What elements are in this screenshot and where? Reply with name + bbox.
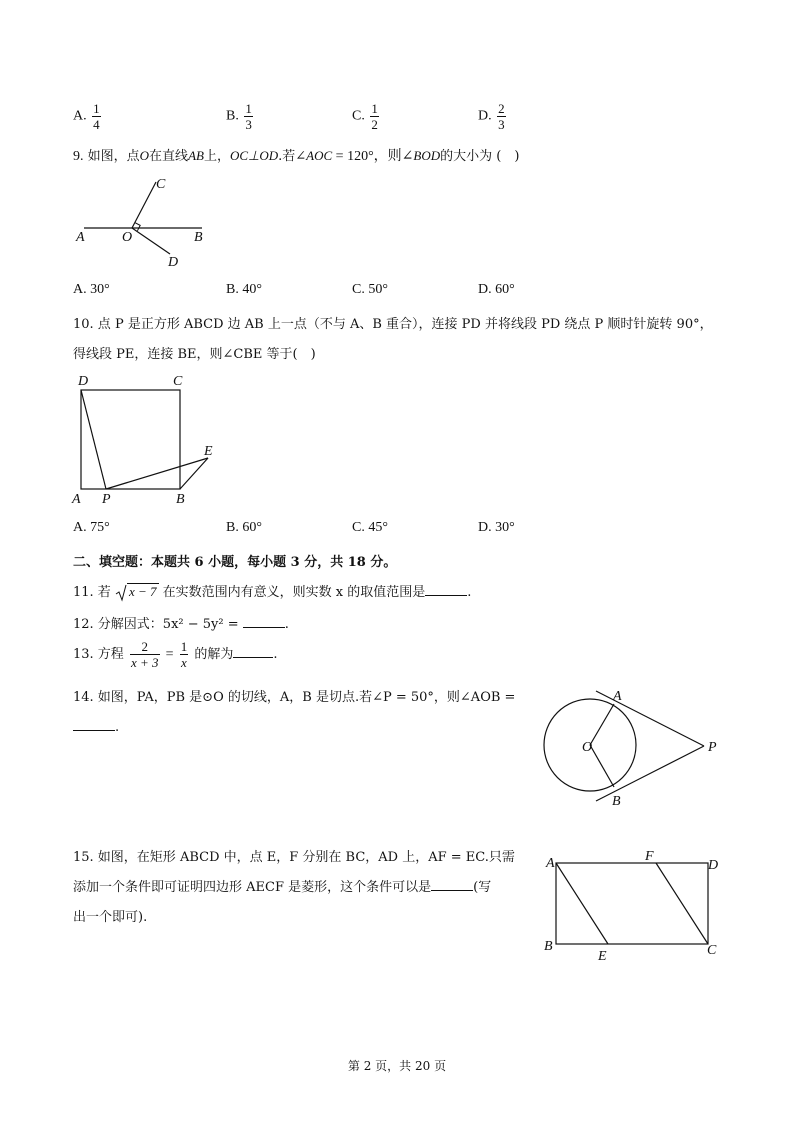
label-c: C [707, 943, 717, 958]
q12 [73, 613, 289, 632]
fraction [244, 102, 253, 131]
sqrt-expression [115, 584, 159, 600]
math-var: BOD [413, 148, 441, 163]
text: 的解为 [194, 647, 234, 662]
text: . [115, 720, 120, 735]
numerator: 1 [371, 101, 378, 116]
text: . [273, 647, 278, 662]
text: 添加一个条件即可证明四边形 AECF 是菱形，这个条件可以是 [73, 880, 432, 895]
ray-oc [132, 182, 156, 228]
radius-oa [590, 704, 614, 745]
label-b: B [544, 939, 553, 954]
answer-blank[interactable] [243, 615, 285, 628]
label-a: A [613, 689, 622, 704]
text: . [284, 617, 289, 632]
q15-figure [538, 845, 728, 965]
q14-stem-line1: 14. 如图，PA，PB 是⊙O 的切线，A，B 是切点.若∠P = 50°，则∠AOB = [73, 690, 516, 705]
square-abcd [81, 390, 180, 489]
fraction [92, 102, 101, 131]
text: 上， [203, 149, 230, 164]
text: 13. 方程 [73, 647, 124, 662]
label-d: D [708, 858, 719, 873]
math-expr: = 120°，则∠ [332, 149, 414, 164]
denominator: 3 [245, 117, 252, 132]
denominator: 4 [93, 117, 100, 132]
label-a: A [72, 492, 81, 507]
label-c: C [173, 374, 183, 389]
numerator: 2 [498, 101, 505, 116]
question-number: 9. [73, 149, 84, 164]
q10-option-a: A. 75° [73, 520, 110, 535]
label-d: D [78, 374, 89, 389]
q10-option-d: D. 30° [478, 520, 515, 535]
label-a: A [546, 856, 555, 871]
option-letter: D. [478, 108, 492, 124]
segment-ae [556, 863, 608, 944]
fraction [180, 640, 189, 669]
text: 在实数范围内有意义，则实数 x 的取值范围是 [162, 585, 426, 600]
numerator: 1 [180, 639, 188, 654]
equals-sign: = [165, 647, 174, 662]
radius-ob [590, 745, 614, 787]
label-a: A [76, 230, 85, 245]
q8-option-c [352, 102, 381, 131]
q9-stem [73, 145, 519, 165]
ray-od [132, 228, 170, 254]
right-angle-mark [135, 223, 140, 231]
label-f: F [645, 849, 654, 864]
text: 的大小为 ( ) [440, 149, 520, 164]
math-expr: OC⊥OD [229, 148, 279, 163]
label-d: D [168, 255, 179, 270]
tangent-pb [596, 746, 704, 801]
denominator: x + 3 [130, 655, 159, 670]
q11 [73, 581, 471, 600]
fraction [130, 640, 160, 669]
math-var: AB [188, 148, 204, 163]
q9-option-c: C. 50° [352, 282, 388, 297]
answer-blank[interactable] [73, 718, 115, 731]
answer-blank[interactable] [233, 645, 273, 658]
denominator: 2 [371, 117, 378, 132]
q10-stem-line1: 10. 点 P 是正方形 ABCD 边 AB 上一点（不与 A、B 重合），连接 PD 并将线段 PD 绕点 P 顺时针旋转 90°， [73, 317, 713, 332]
q15-stem-line1: 15. 如图，在矩形 ABCD 中，点 E，F 分别在 BC，AD 上，AF = EC.只需 [73, 850, 515, 865]
answer-blank[interactable] [425, 583, 467, 596]
page-footer: 第 2 页，共 20 页 [347, 1059, 447, 1073]
math-var: AOC [306, 148, 333, 163]
label-c: C [156, 177, 166, 192]
q8-option-b [226, 102, 255, 131]
label-e: E [598, 949, 607, 964]
text: 在直线 [149, 149, 189, 164]
q15-stem-line2 [73, 876, 491, 895]
q10-figure [70, 370, 230, 510]
q13 [73, 640, 277, 669]
rectangle-abcd [556, 863, 708, 944]
q10-option-b: B. 60° [226, 520, 262, 535]
label-o: O [582, 740, 593, 755]
label-o: O [122, 230, 133, 245]
section-heading: 二、填空题：本题共 6 小题，每小题 3 分，共 18 分。 [73, 555, 397, 570]
fraction [370, 102, 379, 131]
radical-sign [115, 584, 127, 602]
radicand: x − 7 [128, 584, 157, 599]
q14-figure [540, 685, 730, 810]
math-var: O [139, 148, 150, 163]
text: .若∠ [278, 149, 307, 164]
denominator: 3 [498, 117, 505, 132]
segment-pd [81, 390, 106, 489]
denominator: x [181, 655, 187, 670]
label-p: P [708, 740, 717, 755]
q9-option-b: B. 40° [226, 282, 262, 297]
label-b: B [194, 230, 203, 245]
numerator: 1 [245, 101, 252, 116]
numerator: 1 [93, 101, 100, 116]
label-b: B [176, 492, 185, 507]
text: 12. 分解因式：5x² − 5y² = [73, 617, 239, 632]
numerator: 2 [141, 639, 148, 654]
q8-option-d [478, 102, 508, 131]
segment-pe [106, 458, 208, 489]
label-b: B [612, 794, 621, 809]
answer-blank[interactable] [431, 878, 473, 891]
option-letter: C. [352, 108, 365, 124]
q10-stem-line2: 得线段 PE，连接 BE，则∠CBE 等于( ) [73, 347, 316, 362]
q14-stem-line2 [73, 718, 119, 735]
option-letter: B. [226, 108, 239, 124]
text: 11. 若 [73, 585, 111, 600]
q15-stem-line3: 出一个即可). [73, 910, 148, 925]
q10-option-c: C. 45° [352, 520, 388, 535]
q9-figure [70, 172, 220, 272]
q9-option-d: D. 60° [478, 282, 515, 297]
q9-option-a: A. 30° [73, 282, 110, 297]
text: (写 [473, 880, 492, 895]
text: . [467, 585, 472, 600]
fraction [497, 102, 506, 131]
option-letter: A. [73, 108, 87, 124]
label-e: E [204, 444, 213, 459]
label-p: P [102, 492, 111, 507]
text: 如图，点 [87, 149, 140, 164]
q8-option-a [73, 102, 103, 131]
segment-fc [656, 863, 708, 944]
